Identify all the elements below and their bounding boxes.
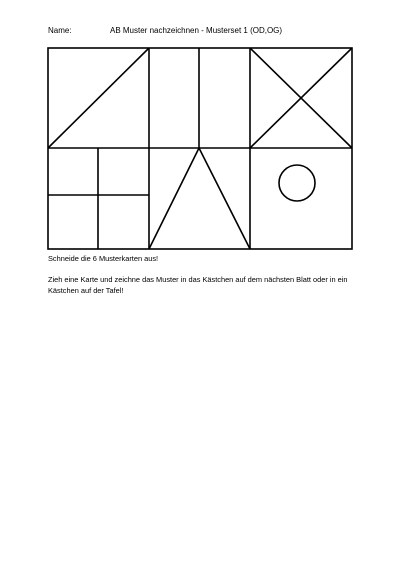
pattern-card-four-squares	[48, 148, 149, 249]
triangle-right-edge	[199, 148, 250, 249]
instruction-draw: Zieh eine Karte und zeichne das Muster in das Kästchen auf dem nächsten Blatt oder in ein Kästchen auf der Tafel!	[48, 275, 348, 295]
triangle-left-edge	[149, 148, 199, 249]
diagonal-line	[48, 48, 149, 148]
name-label: Name:	[48, 26, 72, 35]
circle-shape	[279, 165, 315, 201]
page-title: AB Muster nachzeichnen - Musterset 1 (OD,OG)	[110, 26, 283, 35]
pattern-card-triangle	[149, 148, 250, 249]
pattern-card-circle	[279, 165, 315, 201]
pattern-card-diagonal-triangle	[48, 48, 149, 148]
instruction-cut-out: Schneide die 6 Musterkarten aus!	[48, 254, 159, 263]
pattern-card-x-cross	[250, 48, 352, 148]
